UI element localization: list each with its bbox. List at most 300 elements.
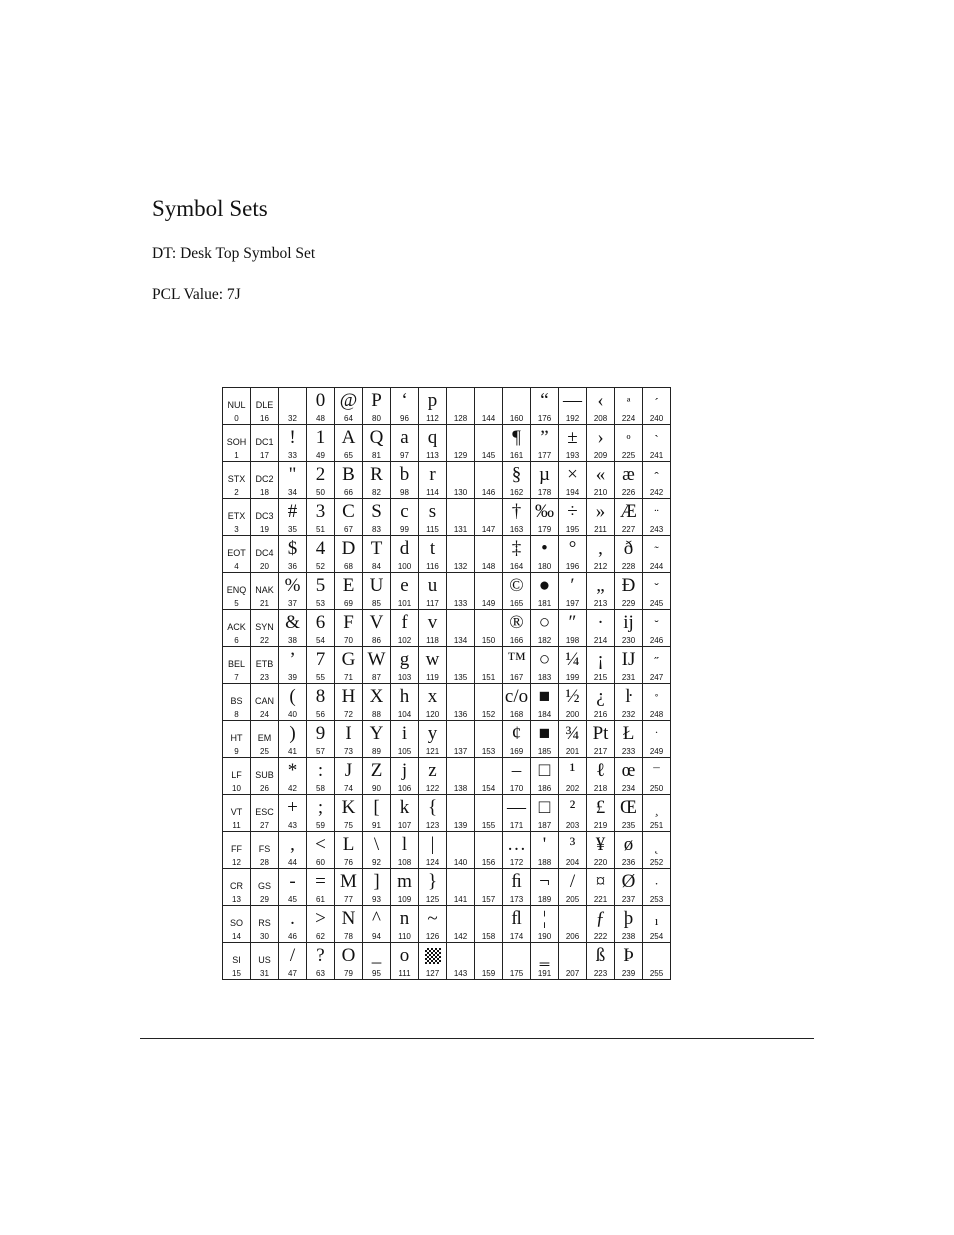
- symbol-code: 107: [397, 821, 412, 830]
- symbol-glyph: O: [341, 945, 356, 966]
- symbol-cell: [643, 943, 671, 980]
- symbol-code: 59: [316, 821, 325, 830]
- symbol-code: 239: [621, 969, 636, 978]
- symbol-code: 148: [481, 562, 496, 571]
- symbol-glyph: ″: [568, 612, 577, 633]
- symbol-cell: [447, 758, 475, 795]
- symbol-code: 68: [344, 562, 353, 571]
- symbol-cell: [559, 499, 587, 536]
- symbol-code: 226: [621, 488, 636, 497]
- symbol-glyph: #: [287, 501, 298, 522]
- symbol-code: 48: [316, 414, 325, 423]
- symbol-code: 221: [593, 895, 608, 904]
- symbol-code: 175: [509, 969, 524, 978]
- symbol-code: 124: [425, 858, 440, 867]
- symbol-glyph: ¥: [595, 834, 606, 855]
- symbol-cell: [643, 425, 671, 462]
- symbol-cell: [559, 462, 587, 499]
- symbol-set-table: [222, 387, 671, 980]
- symbol-code: 217: [593, 747, 608, 756]
- symbol-glyph: Đ: [621, 575, 636, 596]
- symbol-glyph: »: [595, 501, 606, 522]
- symbol-glyph: @: [339, 390, 358, 411]
- symbol-glyph: m: [397, 871, 412, 892]
- symbol-cell: [391, 943, 419, 980]
- symbol-glyph: ×: [567, 464, 578, 485]
- symbol-code: 12: [232, 858, 241, 867]
- symbol-cell: [251, 388, 279, 425]
- symbol-glyph: –: [511, 760, 522, 781]
- symbol-cell: [447, 647, 475, 684]
- symbol-code: 77: [344, 895, 353, 904]
- symbol-cell: [531, 610, 559, 647]
- symbol-code: 197: [565, 599, 580, 608]
- symbol-cell: [419, 573, 447, 610]
- symbol-code: 90: [372, 784, 381, 793]
- symbol-cell: [643, 906, 671, 943]
- symbol-code: 207: [565, 969, 580, 978]
- symbol-glyph: d: [399, 538, 410, 559]
- table-row: [223, 647, 671, 684]
- symbol-cell: [503, 536, 531, 573]
- symbol-glyph: K: [341, 797, 356, 818]
- symbol-code: 240: [649, 414, 664, 423]
- symbol-glyph: ‰: [535, 501, 554, 522]
- symbol-glyph: 8: [315, 686, 326, 707]
- symbol-glyph: ¯: [653, 765, 660, 780]
- symbol-code: 202: [565, 784, 580, 793]
- symbol-cell: [335, 684, 363, 721]
- symbol-cell: [335, 832, 363, 869]
- symbol-glyph: 2: [315, 464, 326, 485]
- symbol-glyph: E: [342, 575, 355, 596]
- symbol-cell: [363, 499, 391, 536]
- symbol-code: 154: [481, 784, 496, 793]
- symbol-glyph: ‹: [597, 390, 604, 411]
- symbol-cell: [559, 610, 587, 647]
- symbol-code: 114: [426, 488, 439, 497]
- symbol-cell: [223, 943, 251, 980]
- symbol-cell: [643, 536, 671, 573]
- symbol-glyph: k: [399, 797, 410, 818]
- table-row: [223, 573, 671, 610]
- symbol-glyph: ): [289, 723, 296, 744]
- symbol-cell: [587, 684, 615, 721]
- symbol-cell: [643, 795, 671, 832]
- symbol-code: 166: [509, 636, 524, 645]
- symbol-glyph: ½: [565, 686, 580, 707]
- symbol-code: 250: [649, 784, 664, 793]
- symbol-glyph: ¹: [569, 760, 576, 781]
- symbol-cell: [559, 943, 587, 980]
- symbol-code: 4: [234, 562, 239, 571]
- symbol-code: 194: [565, 488, 580, 497]
- symbol-cell: [391, 573, 419, 610]
- symbol-code: 128: [453, 414, 468, 423]
- symbol-code: 126: [425, 932, 440, 941]
- symbol-glyph: ?: [316, 945, 325, 966]
- symbol-glyph: µ: [539, 464, 550, 485]
- table-row: [223, 832, 671, 869]
- symbol-cell: [307, 795, 335, 832]
- symbol-cell: [531, 795, 559, 832]
- symbol-cell: [307, 758, 335, 795]
- symbol-code: 79: [344, 969, 353, 978]
- symbol-code: 209: [593, 451, 608, 460]
- symbol-code: 178: [537, 488, 552, 497]
- symbol-code: 60: [316, 858, 325, 867]
- symbol-glyph: SYN: [255, 622, 274, 632]
- symbol-glyph: …: [507, 834, 526, 855]
- symbol-glyph: œ: [621, 760, 636, 781]
- symbol-cell: [419, 906, 447, 943]
- symbol-glyph: N: [341, 908, 356, 929]
- symbol-glyph: SOH: [226, 437, 247, 447]
- symbol-glyph: {: [427, 797, 438, 818]
- symbol-cell: [307, 462, 335, 499]
- symbol-code: 255: [649, 969, 664, 978]
- symbol-glyph: h: [399, 686, 410, 707]
- symbol-glyph: B: [342, 464, 355, 485]
- symbol-cell: [251, 721, 279, 758]
- symbol-glyph: Pt: [592, 723, 609, 744]
- symbol-code: 75: [344, 821, 353, 830]
- symbol-cell: [223, 573, 251, 610]
- symbol-code: 204: [565, 858, 580, 867]
- symbol-cell: [475, 647, 503, 684]
- symbol-cell: [503, 425, 531, 462]
- symbol-code: 213: [593, 599, 608, 608]
- symbol-cell: [447, 536, 475, 573]
- symbol-glyph: °: [568, 538, 577, 559]
- symbol-glyph: ¾: [565, 723, 580, 744]
- symbol-glyph: r: [429, 464, 436, 485]
- symbol-cell: [559, 425, 587, 462]
- symbol-glyph: <: [315, 834, 326, 855]
- symbol-code: 96: [400, 414, 409, 423]
- symbol-cell: [279, 832, 307, 869]
- symbol-code: 247: [649, 673, 664, 682]
- symbol-code: 130: [453, 488, 468, 497]
- symbol-cell: [615, 536, 643, 573]
- symbol-cell: [615, 832, 643, 869]
- symbol-code: 65: [344, 451, 353, 460]
- symbol-cell: [307, 388, 335, 425]
- symbol-cell: [503, 906, 531, 943]
- symbol-code: 176: [537, 414, 552, 423]
- symbol-code: 80: [372, 414, 381, 423]
- symbol-code: 139: [453, 821, 468, 830]
- symbol-code: 120: [425, 710, 440, 719]
- symbol-glyph: s: [428, 501, 437, 522]
- symbol-cell: [615, 388, 643, 425]
- symbol-glyph: u: [427, 575, 438, 596]
- symbol-glyph: \: [373, 834, 380, 855]
- symbol-code: 32: [288, 414, 297, 423]
- symbol-cell: [419, 795, 447, 832]
- symbol-glyph: w: [425, 649, 440, 670]
- symbol-cell: [531, 906, 559, 943]
- symbol-cell: [419, 462, 447, 499]
- symbol-glyph: ª: [626, 395, 631, 410]
- symbol-cell: [643, 388, 671, 425]
- symbol-cell: [503, 832, 531, 869]
- symbol-glyph: Z: [370, 760, 383, 781]
- symbol-cell: [475, 721, 503, 758]
- symbol-glyph: /: [289, 945, 296, 966]
- symbol-glyph: §: [511, 464, 522, 485]
- symbol-code: 201: [565, 747, 580, 756]
- symbol-cell: [335, 758, 363, 795]
- symbol-cell: [503, 610, 531, 647]
- symbol-glyph: ESC: [255, 807, 274, 817]
- symbol-cell: [391, 610, 419, 647]
- symbol-cell: [223, 425, 251, 462]
- symbol-code: 173: [509, 895, 524, 904]
- symbol-code: 36: [288, 562, 297, 571]
- symbol-cell: [475, 832, 503, 869]
- symbol-glyph: *: [287, 760, 298, 781]
- symbol-cell: [419, 758, 447, 795]
- symbol-cell: [587, 462, 615, 499]
- symbol-code: 252: [649, 858, 664, 867]
- symbol-code: 131: [453, 525, 468, 534]
- symbol-cell: [363, 721, 391, 758]
- symbol-code: 26: [260, 784, 269, 793]
- symbol-code: 150: [481, 636, 496, 645]
- symbol-cell: [587, 869, 615, 906]
- symbol-glyph: EOT: [227, 548, 246, 558]
- symbol-code: 16: [260, 414, 269, 423]
- symbol-code: 84: [372, 562, 381, 571]
- symbol-glyph: 9: [315, 723, 326, 744]
- symbol-glyph: p: [427, 390, 438, 411]
- symbol-cell: [307, 647, 335, 684]
- symbol-glyph: F: [343, 612, 354, 633]
- symbol-glyph: n: [399, 908, 410, 929]
- symbol-cell: [363, 388, 391, 425]
- symbol-glyph: q: [427, 427, 438, 448]
- symbol-cell: [223, 758, 251, 795]
- symbol-code: 13: [232, 895, 241, 904]
- symbol-glyph: ¡: [597, 649, 604, 670]
- symbol-glyph: GS: [257, 881, 271, 891]
- symbol-code: 88: [372, 710, 381, 719]
- symbol-glyph: +: [287, 797, 298, 818]
- symbol-cell: [615, 795, 643, 832]
- symbol-code: 155: [481, 821, 496, 830]
- symbol-code: 143: [453, 969, 468, 978]
- symbol-cell: [391, 536, 419, 573]
- symbol-cell: [615, 499, 643, 536]
- symbol-code: 187: [537, 821, 552, 830]
- symbol-glyph: DC2: [255, 474, 274, 484]
- symbol-code: 42: [288, 784, 297, 793]
- symbol-code: 228: [621, 562, 636, 571]
- symbol-glyph: 4: [315, 538, 326, 559]
- symbol-glyph: t: [429, 538, 436, 559]
- symbol-code: 140: [453, 858, 468, 867]
- symbol-cell: [587, 499, 615, 536]
- symbol-code: 160: [509, 414, 524, 423]
- symbol-code: 11: [232, 821, 241, 830]
- symbol-code: 243: [649, 525, 664, 534]
- symbol-glyph: J: [344, 760, 353, 781]
- symbol-cell: [251, 684, 279, 721]
- symbol-cell: [475, 536, 503, 573]
- symbol-code: 233: [621, 747, 636, 756]
- table-row: [223, 684, 671, 721]
- symbol-cell: [587, 943, 615, 980]
- symbol-code: 211: [594, 525, 607, 534]
- symbol-glyph: X: [369, 686, 384, 707]
- table-row: [223, 610, 671, 647]
- symbol-code: 46: [288, 932, 297, 941]
- symbol-glyph: }: [427, 871, 438, 892]
- symbol-cell: [475, 869, 503, 906]
- symbol-code: 212: [593, 562, 608, 571]
- symbol-code: 119: [426, 673, 439, 682]
- symbol-cell: [531, 721, 559, 758]
- symbol-glyph: c/o: [504, 686, 529, 707]
- symbol-code: 238: [621, 932, 636, 941]
- symbol-glyph: ○: [538, 612, 551, 633]
- symbol-code: 21: [260, 599, 269, 608]
- symbol-cell: [307, 536, 335, 573]
- symbol-cell: [447, 610, 475, 647]
- symbol-cell: [531, 499, 559, 536]
- symbol-glyph: l: [401, 834, 408, 855]
- symbol-glyph: ŀ: [625, 686, 632, 707]
- symbol-glyph: SO: [229, 918, 243, 928]
- symbol-cell: [279, 425, 307, 462]
- symbol-cell: [503, 647, 531, 684]
- symbol-code: 168: [509, 710, 524, 719]
- symbol-code: 146: [481, 488, 496, 497]
- symbol-code: 110: [398, 932, 411, 941]
- symbol-cell: [419, 943, 447, 980]
- symbol-cell: [363, 610, 391, 647]
- table-row: [223, 943, 671, 980]
- symbol-code: 67: [344, 525, 353, 534]
- symbol-glyph: SUB: [255, 770, 274, 780]
- symbol-code: 127: [425, 969, 440, 978]
- symbol-glyph: SI: [232, 955, 241, 965]
- symbol-glyph: “: [540, 390, 549, 411]
- symbol-code: 105: [397, 747, 412, 756]
- symbol-cell: [503, 869, 531, 906]
- symbol-glyph: Æ: [620, 501, 637, 522]
- symbol-glyph: Y: [369, 723, 384, 744]
- symbol-glyph: ˇ: [654, 580, 659, 595]
- symbol-code: 142: [453, 932, 468, 941]
- symbol-glyph: ©: [509, 575, 524, 596]
- symbol-glyph: STX: [227, 474, 246, 484]
- symbol-cell: [503, 499, 531, 536]
- symbol-code: 152: [481, 710, 496, 719]
- symbol-glyph: M: [340, 871, 357, 892]
- symbol-code: 138: [453, 784, 468, 793]
- symbol-cell: [447, 425, 475, 462]
- symbol-cell: [503, 462, 531, 499]
- symbol-cell: [419, 610, 447, 647]
- symbol-glyph: ·: [654, 876, 659, 891]
- symbol-glyph: ~: [427, 908, 438, 929]
- symbol-glyph: Þ: [623, 945, 634, 966]
- symbol-cell: [391, 684, 419, 721]
- symbol-code: 118: [426, 636, 439, 645]
- symbol-cell: [223, 499, 251, 536]
- symbol-cell: [587, 573, 615, 610]
- symbol-cell: [251, 610, 279, 647]
- symbol-glyph: ": [288, 464, 297, 485]
- symbol-cell: [223, 721, 251, 758]
- symbol-cell: [279, 721, 307, 758]
- symbol-cell: [587, 425, 615, 462]
- symbol-glyph: .: [290, 908, 295, 929]
- symbol-cell: [503, 388, 531, 425]
- symbol-cell: [447, 869, 475, 906]
- symbol-cell: [531, 462, 559, 499]
- symbol-cell: [531, 684, 559, 721]
- symbol-code: 161: [509, 451, 524, 460]
- symbol-cell: [279, 499, 307, 536]
- symbol-glyph: ’: [289, 649, 296, 670]
- symbol-code: 33: [288, 451, 297, 460]
- symbol-code: 132: [453, 562, 468, 571]
- symbol-cell: [503, 758, 531, 795]
- symbol-code: 215: [593, 673, 608, 682]
- symbol-code: 101: [397, 599, 412, 608]
- symbol-glyph: c: [400, 501, 409, 522]
- symbol-cell: [251, 869, 279, 906]
- symbol-cell: [251, 499, 279, 536]
- symbol-cell: [335, 795, 363, 832]
- symbol-code: 19: [260, 525, 269, 534]
- symbol-glyph: CR: [230, 881, 243, 891]
- symbol-cell: [615, 906, 643, 943]
- symbol-code: 63: [316, 969, 325, 978]
- symbol-glyph: _: [371, 945, 382, 966]
- symbol-glyph: LF: [231, 770, 242, 780]
- symbol-glyph: —: [507, 797, 526, 818]
- symbol-glyph: ˘: [654, 617, 659, 632]
- symbol-code: 180: [537, 562, 552, 571]
- symbol-cell: [391, 906, 419, 943]
- symbol-code: 113: [426, 451, 439, 460]
- symbol-cell: [307, 425, 335, 462]
- symbol-glyph: f: [401, 612, 408, 633]
- symbol-code: 109: [397, 895, 412, 904]
- symbol-cell: [363, 536, 391, 573]
- symbol-cell: [251, 832, 279, 869]
- symbol-code: 210: [593, 488, 608, 497]
- symbol-cell: [643, 647, 671, 684]
- symbol-cell: [475, 795, 503, 832]
- symbol-code: 44: [288, 858, 297, 867]
- symbol-glyph: a: [400, 427, 409, 448]
- symbol-code: 206: [565, 932, 580, 941]
- symbol-cell: [615, 573, 643, 610]
- symbol-glyph: :: [317, 760, 324, 781]
- symbol-glyph: T: [370, 538, 383, 559]
- symbol-cell: [307, 832, 335, 869]
- symbol-glyph: NAK: [255, 585, 274, 595]
- symbol-glyph: 1: [315, 427, 326, 448]
- symbol-code: 20: [260, 562, 269, 571]
- symbol-cell: [643, 832, 671, 869]
- symbol-cell: [531, 758, 559, 795]
